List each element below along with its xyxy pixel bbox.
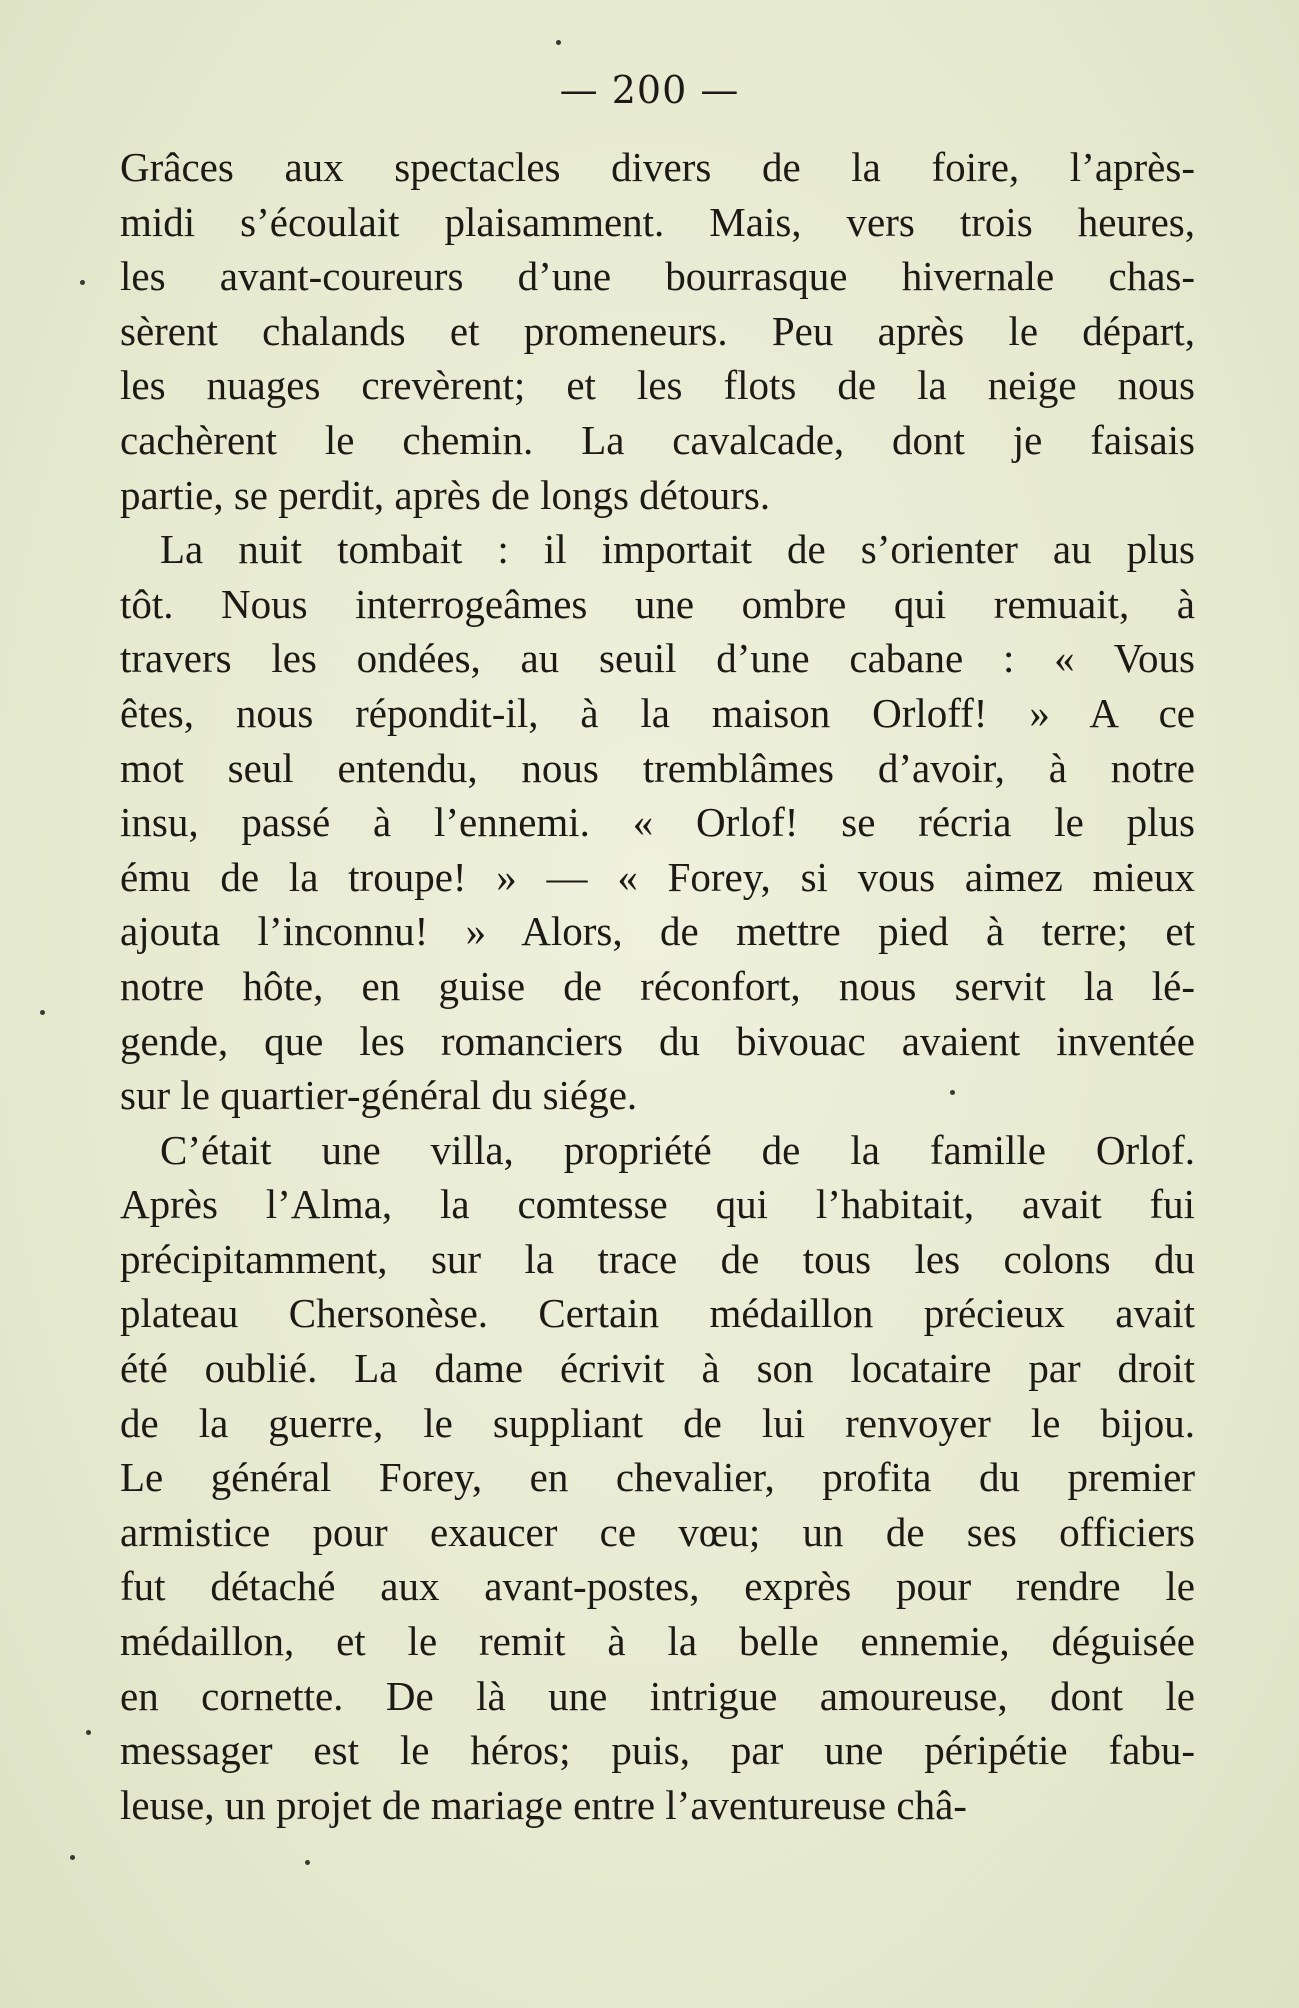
text-line: de la guerre, le suppliant de lui renvoyer le bijou. <box>120 1399 1195 1446</box>
text-line: en cornette. De là une intrigue amoureuse, dont le <box>120 1672 1195 1719</box>
paper-speck <box>950 1090 955 1095</box>
paper-speck <box>556 40 561 45</box>
paper-speck <box>305 1860 310 1865</box>
text-line: précipitamment, sur la trace de tous les colons du <box>120 1235 1195 1282</box>
body-text <box>120 140 1195 1832</box>
text-line: sur le quartier-général du siége. <box>120 1072 638 1119</box>
text-line: cachèrent le chemin. La cavalcade, dont je faisais <box>120 416 1195 463</box>
paper-speck <box>40 1010 45 1015</box>
text-line: les avant-coureurs d’une bourrasque hivernale chas- <box>120 253 1195 300</box>
text-line: leuse, un projet de mariage entre l’aventureuse châ- <box>120 1781 967 1828</box>
text-line: sèrent chalands et promeneurs. Peu après le départ, <box>120 307 1195 354</box>
text-line: tôt. Nous interrogeâmes une ombre qui remuait, à <box>120 580 1195 627</box>
text-line: insu, passé à l’ennemi. « Orlof! se récria le plus <box>120 799 1195 846</box>
text-line: ajouta l’inconnu! » Alors, de mettre pied à terre; et <box>120 908 1195 955</box>
text-line: été oublié. La dame écrivit à son locataire par droit <box>120 1345 1195 1392</box>
paper-speck <box>70 1855 75 1860</box>
text-line: partie, se perdit, après de longs détours. <box>120 471 771 518</box>
text-line: armistice pour exaucer ce vœu; un de ses officiers <box>120 1508 1195 1555</box>
text-line: Après l’Alma, la comtesse qui l’habitait, avait fui <box>120 1181 1195 1228</box>
text-line: notre hôte, en guise de réconfort, nous servit la lé- <box>120 962 1195 1009</box>
page-number: — 200 — <box>559 68 740 112</box>
text-line: êtes, nous répondit-il, à la maison Orloff! » A ce <box>120 689 1195 736</box>
text-line: C’était une villa, propriété de la famille Orlof. <box>160 1126 1195 1173</box>
text-line: travers les ondées, au seuil d’une cabane : « Vous <box>120 635 1195 682</box>
text-line: Le général Forey, en chevalier, profita du premier <box>120 1454 1195 1501</box>
text-line: gende, que les romanciers du bivouac avaient inventée <box>120 1017 1195 1064</box>
text-line: ému de la troupe! » — « Forey, si vous aimez mieux <box>120 853 1195 900</box>
text-line: plateau Chersonèse. Certain médaillon précieux avait <box>120 1290 1195 1337</box>
paper-speck <box>80 280 85 285</box>
text-line: mot seul entendu, nous tremblâmes d’avoir, à notre <box>120 744 1195 791</box>
text-line: Grâces aux spectacles divers de la foire, l’après- <box>120 144 1195 190</box>
text-line: médaillon, et le remit à la belle ennemie, déguisée <box>120 1618 1195 1665</box>
paper-speck <box>86 1730 91 1735</box>
text-line: les nuages crevèrent; et les flots de la neige nous <box>120 362 1195 409</box>
text-line: fut détaché aux avant-postes, exprès pour rendre le <box>120 1563 1195 1610</box>
text-line: midi s’écoulait plaisamment. Mais, vers trois heures, <box>120 198 1195 245</box>
text-line: messager est le héros; puis, par une péripétie fabu- <box>120 1727 1195 1774</box>
text-line: La nuit tombait : il importait de s’orienter au plus <box>160 526 1195 573</box>
